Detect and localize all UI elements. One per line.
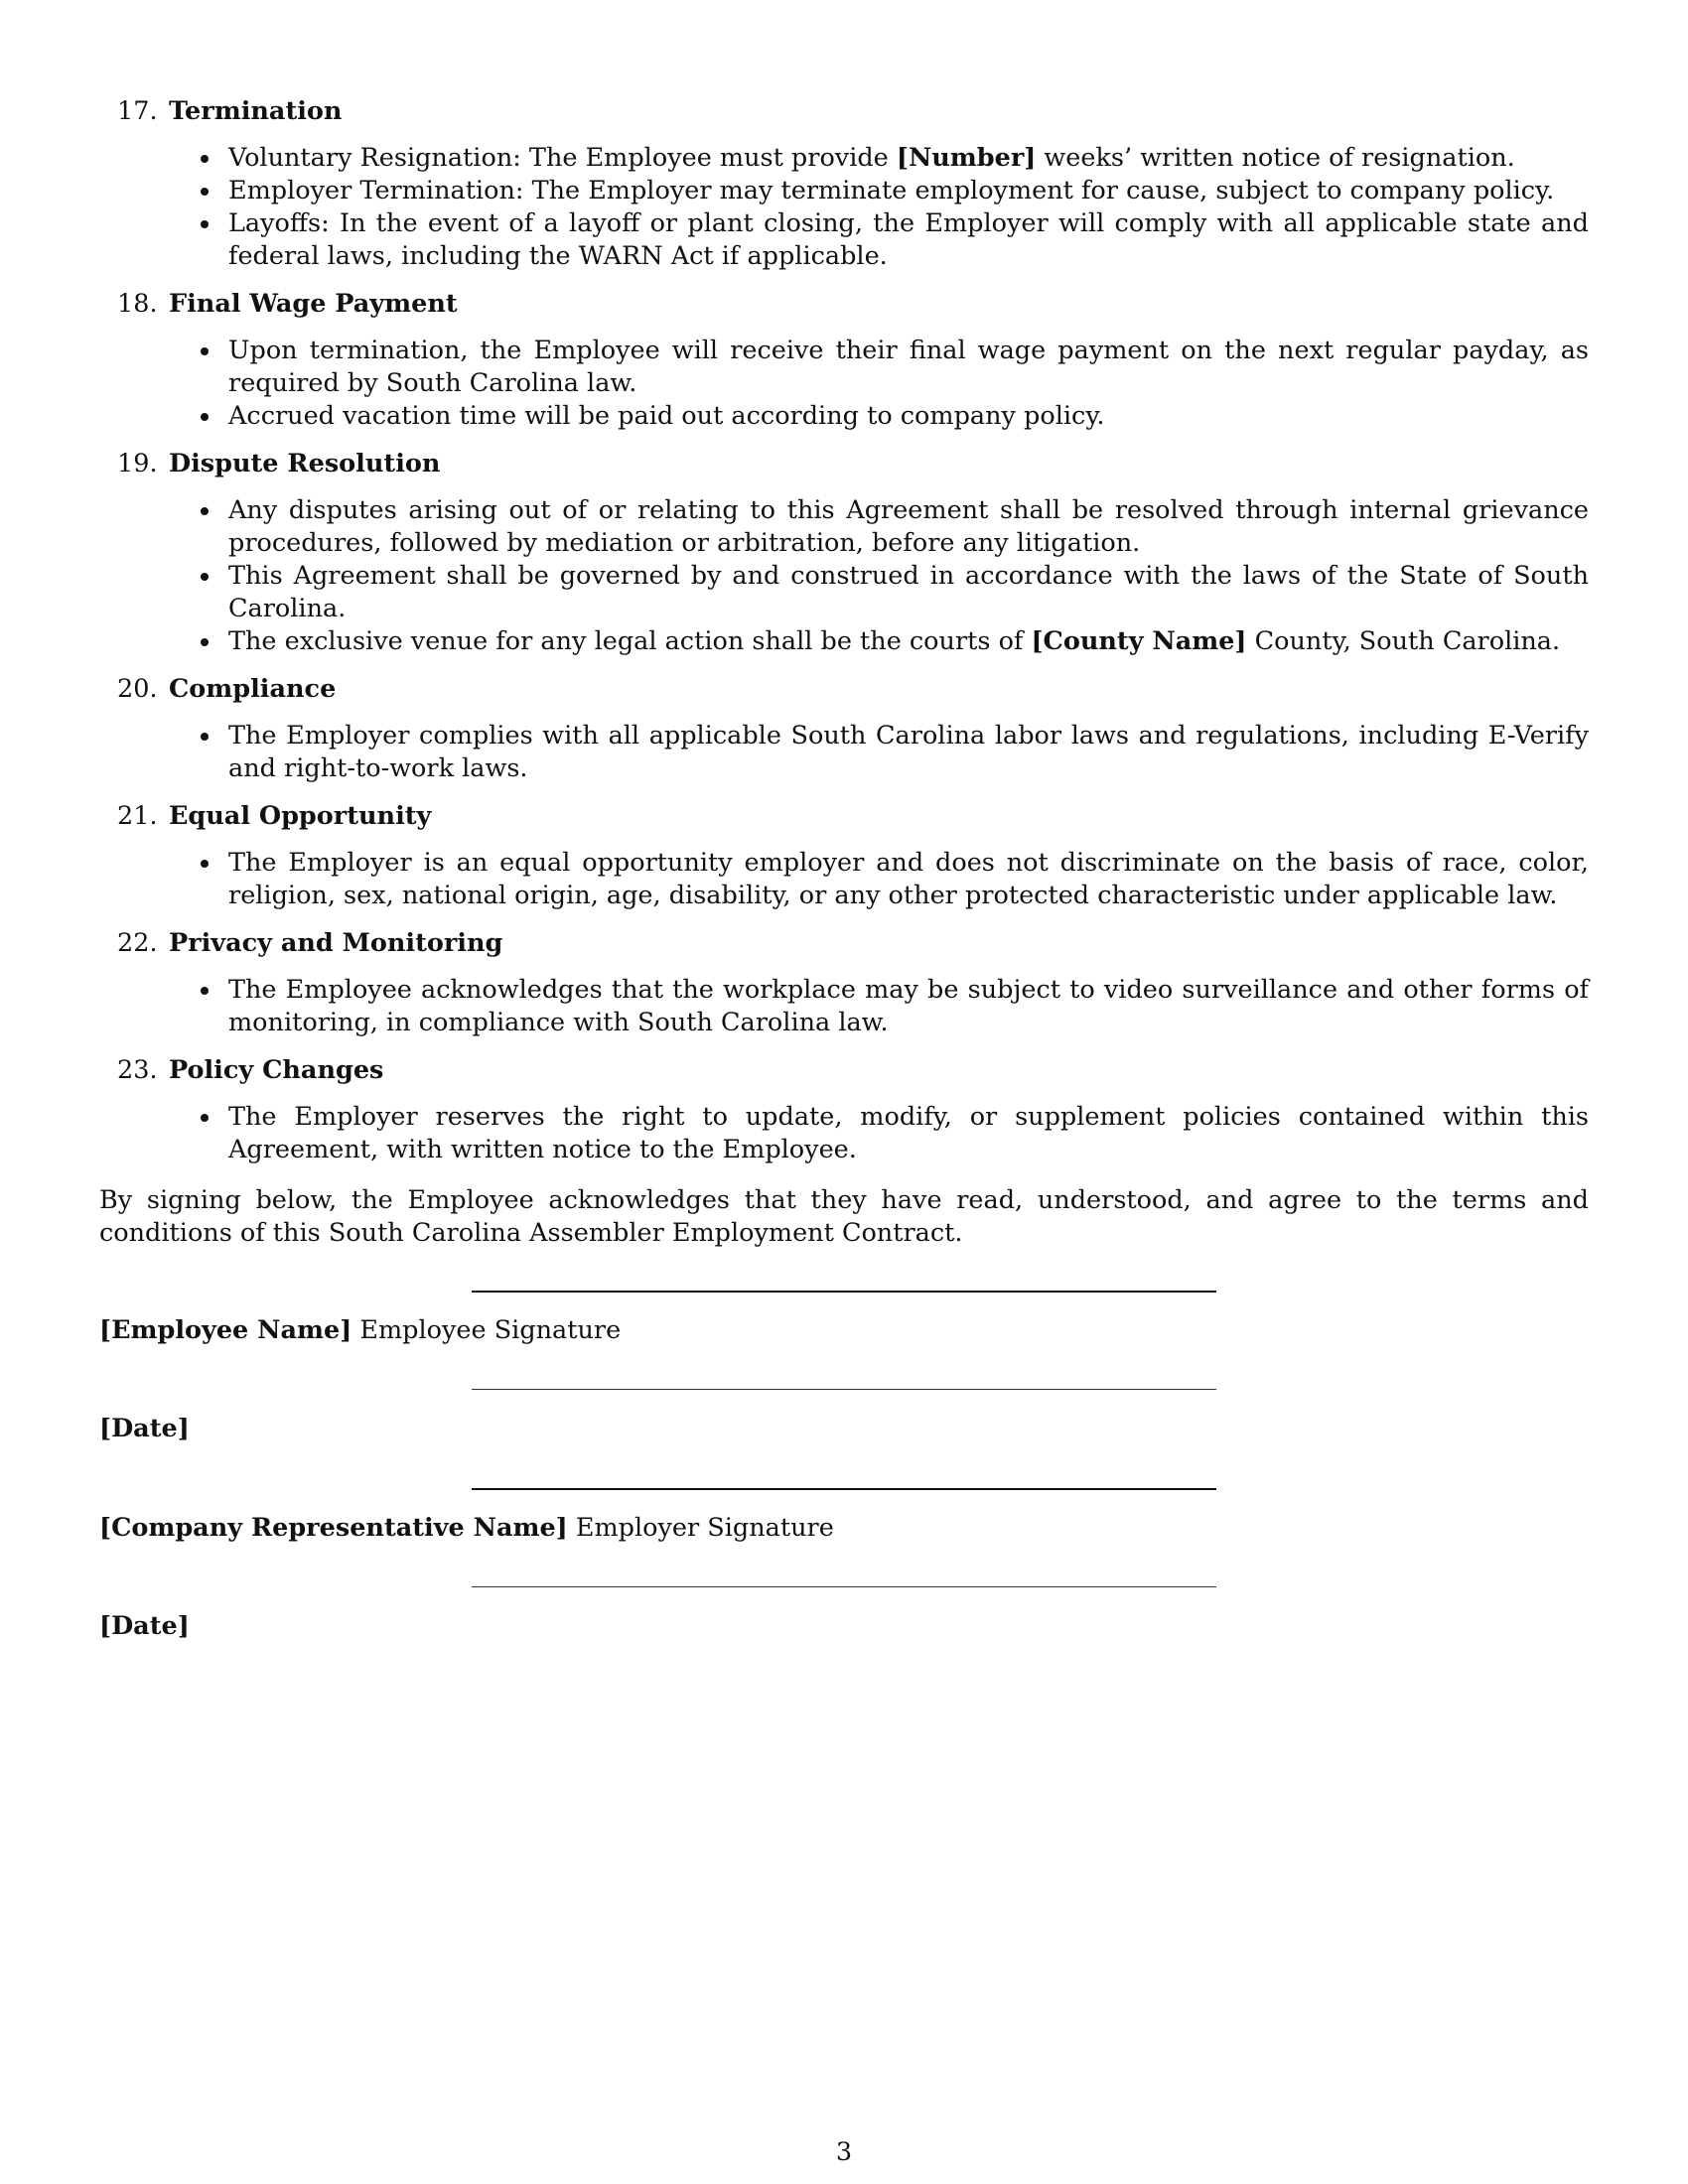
section-final-wage-payment [99,288,1589,433]
list-item: Layoffs: In the event of a layoff or plant closing, the Employer will comply with all applicable state and federal laws, including the WARN Act if applicable. [228,208,1589,271]
section-number: 20. [117,674,158,704]
section-title: Policy Changes [169,1055,384,1085]
section-heading [117,927,1589,960]
section-dispute-resolution [99,448,1589,658]
list-item: The Employee acknowledges that the workplace may be subject to video surveillance and other forms of monitoring, in compliance with South Carolina law. [228,975,1589,1037]
employer-signature-label: [Company Representative Name] Employer Signature [99,1513,834,1543]
placeholder-field: [County Name] [1031,626,1247,656]
closing-statement: By signing below, the Employee acknowledges that they have read, understood, and agree to the terms and conditions of this South Carolina Assembler Employment Contract. [99,1185,1589,1248]
section-items [169,974,1589,1039]
list-item: The Employer reserves the right to update, modify, or supplement policies contained within this Agreement, with written notice to the Employee. [228,1102,1589,1164]
section-title: Compliance [169,674,337,704]
list-item: Upon termination, the Employee will receive their final wage payment on the next regular payday, as required by South Carolina law. [228,336,1589,398]
section-equal-opportunity [99,800,1589,912]
contract-body [99,95,1589,1250]
list-item: Accrued vacation time will be paid out according to company policy. [228,401,1105,431]
employee-name-placeholder: [Employee Name] [99,1315,352,1345]
section-heading [117,95,1589,128]
section-items [169,142,1589,273]
representative-name-placeholder: [Company Representative Name] [99,1513,568,1543]
list-item: The Employer is an equal opportunity employer and does not discriminate on the basis of race, color, religion, sex, national origin, age, disability, or any other protected characteristic under applicable law. [228,848,1589,910]
placeholder-field: [Number] [896,143,1037,173]
employee-date-line[interactable] [472,1389,1216,1390]
employee-date-label: [Date] [99,1414,190,1443]
section-number: 17. [117,96,158,126]
employee-signature-label: [Employee Name] Employee Signature [99,1315,622,1345]
section-compliance [99,673,1589,785]
section-items [169,847,1589,912]
section-title: Termination [169,96,343,126]
section-heading [117,673,1589,706]
section-number: 22. [117,928,158,958]
list-item: The exclusive venue for any legal action shall be the courts of [County Name] County, South Carolina. [228,626,1561,656]
section-title: Dispute Resolution [169,449,441,478]
section-number: 18. [117,289,158,319]
list-item: Voluntary Resignation: The Employee must provide [Number] weeks’ written notice of resignation. [228,143,1515,173]
list-item: The Employer complies with all applicable South Carolina labor laws and regulations, including E-Verify and right-to-work laws. [228,721,1589,783]
section-number: 23. [117,1055,158,1085]
section-items [169,335,1589,433]
section-policy-changes [99,1054,1589,1166]
section-privacy-monitoring [99,927,1589,1039]
section-number: 19. [117,449,158,478]
section-heading [117,800,1589,833]
employer-signature-line[interactable] [472,1488,1216,1490]
section-heading [117,288,1589,321]
page-number: 3 [835,2137,853,2167]
list-item: This Agreement shall be governed by and construed in accordance with the laws of the State of South Carolina. [228,561,1589,623]
section-heading [117,448,1589,480]
section-termination [99,95,1589,273]
employer-date-label: [Date] [99,1611,190,1641]
section-number: 21. [117,801,158,831]
section-items [169,1101,1589,1166]
list-item: Employer Termination: The Employer may terminate employment for cause, subject to company policy. [228,176,1555,205]
section-title: Final Wage Payment [169,289,458,319]
list-item: Any disputes arising out of or relating to this Agreement shall be resolved through internal grievance procedures, followed by mediation or arbitration, before any litigation. [228,495,1589,558]
section-title: Equal Opportunity [169,801,432,831]
section-items [169,494,1589,658]
section-title: Privacy and Monitoring [169,928,503,958]
employee-signature-line[interactable] [472,1291,1216,1293]
section-items [169,720,1589,785]
employer-date-line[interactable] [472,1586,1216,1587]
section-heading [117,1054,1589,1087]
